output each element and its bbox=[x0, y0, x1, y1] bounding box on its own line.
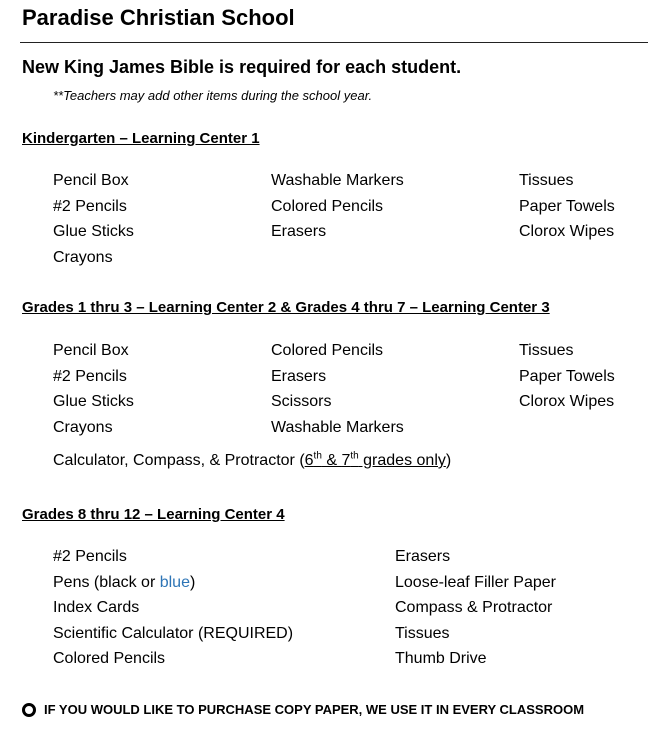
list-item: Clorox Wipes bbox=[519, 393, 615, 410]
calc-prefix: Calculator, Compass, & Protractor ( bbox=[53, 452, 305, 469]
pens-blue: blue bbox=[159, 573, 190, 591]
list-item: Colored Pencils bbox=[271, 197, 384, 215]
calc-tail: grades only bbox=[358, 452, 446, 469]
list-item: Washable Markers bbox=[271, 418, 404, 436]
list-item: Scientific Calculator (REQUIRED) bbox=[53, 624, 294, 642]
list-item: Erasers bbox=[395, 548, 451, 565]
list-item: Paper Towels bbox=[519, 197, 615, 215]
school-title: Paradise Christian School bbox=[22, 5, 295, 30]
list-item: Glue Sticks bbox=[53, 223, 134, 240]
list-item: Pencil Box bbox=[53, 342, 129, 359]
circle-bullet-icon bbox=[22, 703, 36, 717]
list-item: Clorox Wipes bbox=[519, 223, 615, 240]
list-item: Scissors bbox=[271, 393, 332, 410]
list-item: #2 Pencils bbox=[53, 197, 127, 215]
copy-paper-note bbox=[22, 702, 584, 717]
teacher-note: **Teachers may add other items during the school year. bbox=[53, 88, 373, 103]
title-divider bbox=[20, 42, 648, 43]
calc-grade-6: 6 bbox=[304, 452, 314, 469]
list-item: Colored Pencils bbox=[53, 650, 166, 667]
list-item: Compass & Protractor bbox=[395, 599, 553, 616]
kindergarten-heading: Kindergarten – Learning Center 1 bbox=[22, 130, 260, 147]
list-item: Washable Markers bbox=[271, 172, 404, 189]
list-item: Index Cards bbox=[53, 599, 140, 616]
list-item: Thumb Drive bbox=[395, 650, 487, 667]
calc-sup-6: th bbox=[313, 450, 322, 462]
grades-8-12-col-1 bbox=[53, 544, 293, 672]
calc-grades-underlined bbox=[305, 452, 446, 469]
kindergarten-col-3 bbox=[519, 168, 615, 245]
list-item: Crayons bbox=[53, 248, 113, 266]
grades-8-12-heading: Grades 8 thru 12 – Learning Center 4 bbox=[22, 506, 285, 523]
list-item: Colored Pencils bbox=[271, 342, 384, 359]
list-item: Tissues bbox=[395, 624, 450, 642]
list-item-pens bbox=[53, 570, 293, 596]
calculator-note bbox=[53, 452, 451, 470]
grades-1-7-col-3 bbox=[519, 338, 615, 415]
list-item: Paper Towels bbox=[519, 367, 615, 385]
calc-sup-7: th bbox=[350, 450, 359, 462]
list-item: Erasers bbox=[271, 367, 327, 385]
copy-paper-text: IF YOU WOULD LIKE TO PURCHASE COPY PAPER, WE USE IT IN EVERY CLASSROOM bbox=[44, 702, 585, 717]
list-item: Erasers bbox=[271, 223, 327, 240]
list-item: Tissues bbox=[519, 172, 574, 189]
list-item: #2 Pencils bbox=[53, 548, 127, 565]
grades-1-7-heading: Grades 1 thru 3 – Learning Center 2 & Grades 4 thru 7 – Learning Center 3 bbox=[22, 299, 550, 316]
calc-close: ) bbox=[445, 452, 452, 469]
calc-grade-7: 7 bbox=[341, 452, 351, 469]
list-item: Pencil Box bbox=[53, 172, 129, 189]
calc-amp: & bbox=[321, 452, 342, 469]
list-item: #2 Pencils bbox=[53, 367, 127, 385]
list-item: Crayons bbox=[53, 418, 113, 436]
pens-prefix: Pens (black or bbox=[53, 573, 160, 591]
kindergarten-col-1 bbox=[53, 168, 134, 270]
list-item: Glue Sticks bbox=[53, 393, 134, 410]
list-item: Tissues bbox=[519, 342, 574, 359]
grades-8-12-col-2 bbox=[395, 544, 556, 672]
grades-1-7-col-2 bbox=[271, 338, 404, 440]
pens-suffix: ) bbox=[189, 573, 196, 591]
kindergarten-col-2 bbox=[271, 168, 404, 245]
list-item: Loose-leaf Filler Paper bbox=[395, 573, 556, 591]
bible-requirement: New King James Bible is required for each student. bbox=[22, 57, 462, 77]
grades-1-7-col-1 bbox=[53, 338, 134, 440]
